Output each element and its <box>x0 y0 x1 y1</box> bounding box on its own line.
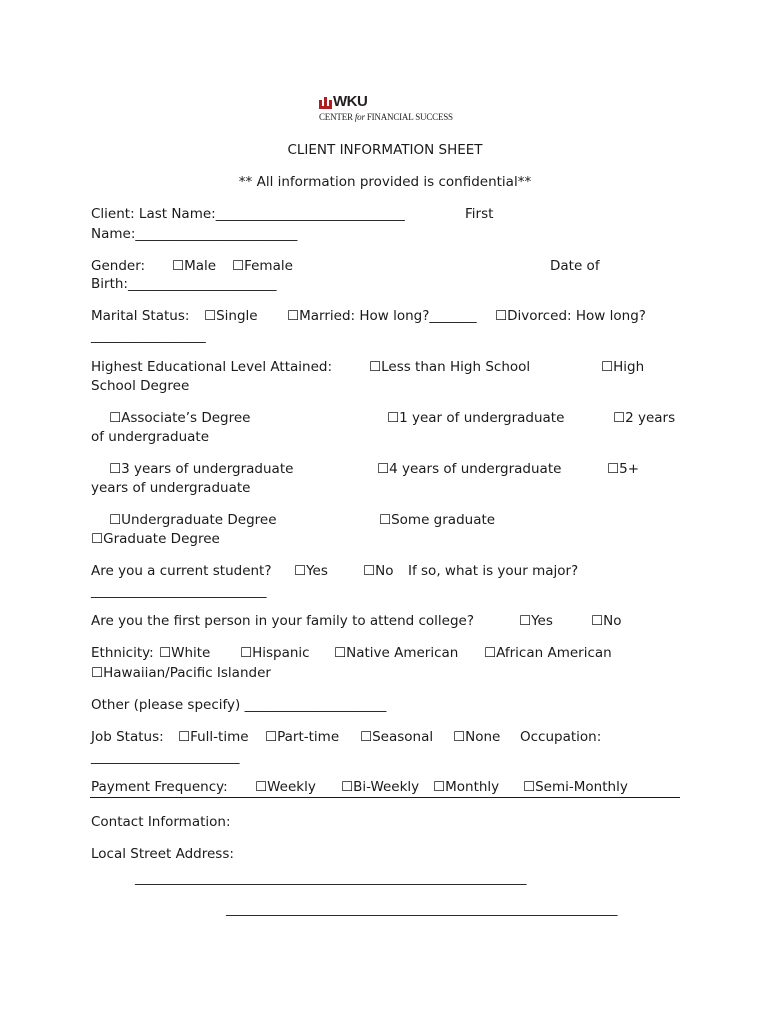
marital-single-checkbox[interactable]: ☐Single <box>204 308 258 324</box>
ethnicity-hispanic-checkbox[interactable]: ☐Hispanic <box>240 645 310 661</box>
ethnicity-native-checkbox[interactable]: ☐Native American <box>334 645 459 661</box>
street-address-field-1[interactable]: __________________________________________________________ <box>135 870 527 886</box>
payment-weekly-checkbox[interactable]: ☐Weekly <box>255 779 316 795</box>
ethnicity-label: Ethnicity: <box>91 645 154 661</box>
dob-field[interactable]: Birth:______________________ <box>91 276 277 292</box>
street-address-field-2[interactable]: __________________________________________________________ <box>226 901 618 917</box>
ethnicity-african-checkbox[interactable]: ☐African American <box>484 645 612 661</box>
edu-5plus-checkbox[interactable]: ☐5+ <box>607 461 640 477</box>
gender-female-checkbox[interactable]: ☐Female <box>232 258 293 274</box>
job-status-label: Job Status: <box>91 729 164 745</box>
first-gen-label: Are you the first person in your family to attend college? <box>91 613 475 629</box>
edu-4yr-checkbox[interactable]: ☐4 years of undergraduate <box>377 461 562 477</box>
first-gen-yes-checkbox[interactable]: ☐Yes <box>519 613 553 629</box>
payment-frequency-label: Payment Frequency: <box>91 779 228 795</box>
edu-hs-label-cont: School Degree <box>91 378 190 394</box>
student-no-checkbox[interactable]: ☐No <box>363 563 394 579</box>
contact-info-heading: Contact Information: <box>91 814 231 830</box>
logo-center-text: CENTER for FINANCIAL SUCCESS <box>319 112 453 122</box>
ethnicity-white-checkbox[interactable]: ☐White <box>159 645 211 661</box>
last-name-field[interactable]: Client: Last Name:____________________________ <box>91 206 405 222</box>
education-label: Highest Educational Level Attained: <box>91 359 332 375</box>
gender-male-checkbox[interactable]: ☐Male <box>172 258 217 274</box>
edu-2yr-checkbox[interactable]: ☐2 years <box>613 410 676 426</box>
edu-some-grad-checkbox[interactable]: ☐Some graduate <box>379 512 496 528</box>
occupation-label: Occupation: <box>520 729 602 745</box>
page-title: CLIENT INFORMATION SHEET <box>287 142 483 158</box>
street-address-label: Local Street Address: <box>91 846 234 862</box>
marital-divorced-checkbox[interactable]: ☐Divorced: How long? <box>495 308 646 324</box>
logo-wku-text: WKU <box>333 93 368 110</box>
major-label: If so, what is your major? <box>408 563 579 579</box>
job-none-checkbox[interactable]: ☐None <box>453 729 501 745</box>
edu-1yr-checkbox[interactable]: ☐1 year of undergraduate <box>387 410 565 426</box>
edu-associates-checkbox[interactable]: ☐Associate’s Degree <box>109 410 251 426</box>
marital-married-checkbox[interactable]: ☐Married: How long?_______ <box>287 308 477 324</box>
payment-semimonthly-checkbox[interactable]: ☐Semi-Monthly <box>523 779 628 795</box>
confidential-note: ** All information provided is confidential** <box>238 174 532 190</box>
section-divider <box>90 797 680 798</box>
gender-label: Gender: <box>91 258 146 274</box>
edu-undergrad-degree-checkbox[interactable]: ☐Undergraduate Degree <box>109 512 277 528</box>
job-parttime-checkbox[interactable]: ☐Part-time <box>265 729 340 745</box>
job-fulltime-checkbox[interactable]: ☐Full-time <box>178 729 249 745</box>
payment-biweekly-checkbox[interactable]: ☐Bi-Weekly <box>341 779 420 795</box>
payment-monthly-checkbox[interactable]: ☐Monthly <box>433 779 500 795</box>
edu-3yr-checkbox[interactable]: ☐3 years of undergraduate <box>109 461 294 477</box>
edu-grad-degree-checkbox[interactable]: ☐Graduate Degree <box>91 531 220 547</box>
divorced-duration-field[interactable]: _________________ <box>91 328 206 344</box>
dob-label: Date of <box>550 258 600 274</box>
edu-hs-checkbox[interactable]: ☐High <box>601 359 645 375</box>
other-ethnicity-field[interactable]: Other (please specify) _____________________ <box>91 697 387 713</box>
occupation-field[interactable]: ______________________ <box>91 749 240 765</box>
ethnicity-hawaiian-checkbox[interactable]: ☐Hawaiian/Pacific Islander <box>91 665 271 681</box>
edu-2yr-label-cont: of undergraduate <box>91 429 209 445</box>
wku-cupola-icon <box>319 97 332 109</box>
wku-logo <box>319 93 459 126</box>
first-gen-no-checkbox[interactable]: ☐No <box>591 613 622 629</box>
major-field[interactable]: __________________________ <box>91 583 267 599</box>
student-label: Are you a current student? <box>91 563 272 579</box>
edu-less-hs-checkbox[interactable]: ☐Less than High School <box>369 359 531 375</box>
edu-5plus-label-cont: years of undergraduate <box>91 480 251 496</box>
first-name-label: First <box>465 206 494 222</box>
first-name-field[interactable]: Name:________________________ <box>91 226 298 242</box>
marital-label: Marital Status: <box>91 308 190 324</box>
job-seasonal-checkbox[interactable]: ☐Seasonal <box>360 729 434 745</box>
student-yes-checkbox[interactable]: ☐Yes <box>294 563 328 579</box>
